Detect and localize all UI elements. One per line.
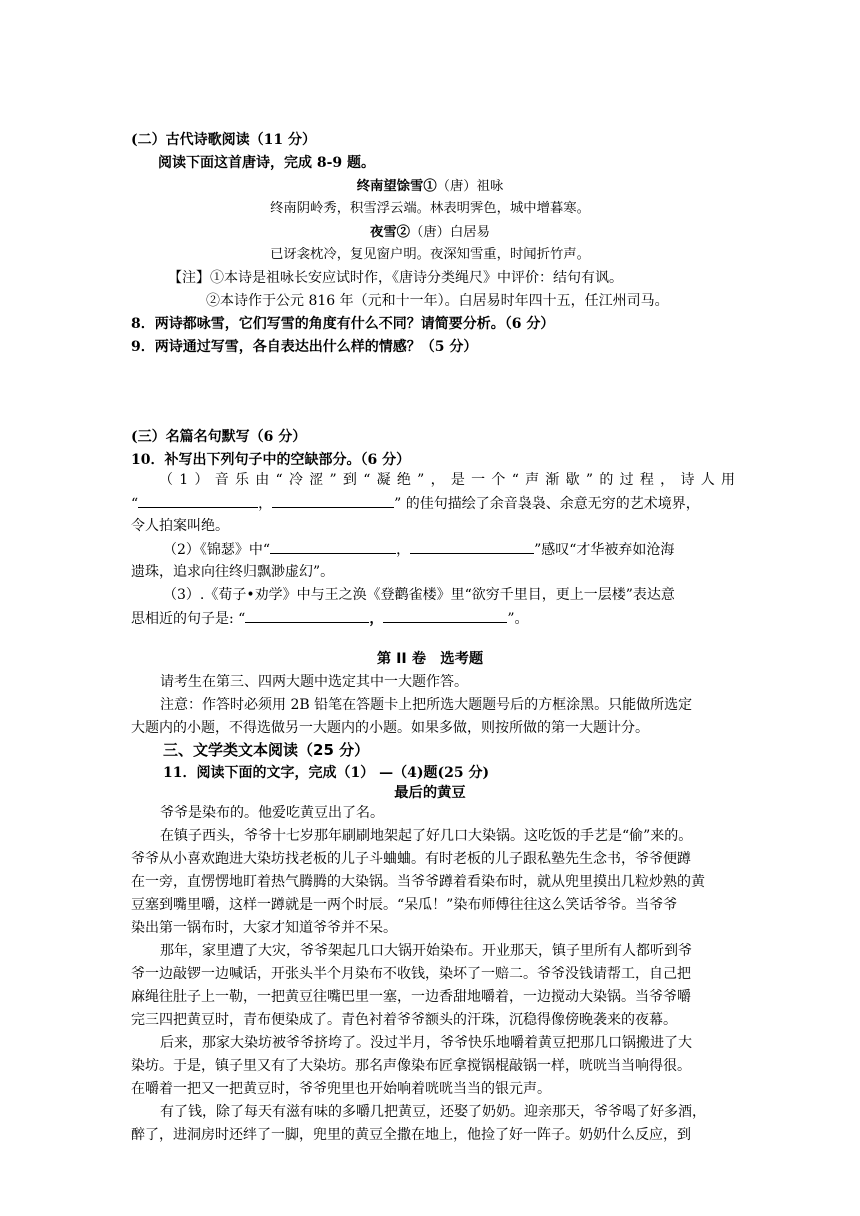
volume2-para2-line1: 注意：作答时必须用 2B 铅笔在答题卡上把所选大题题号后的方框涂黑。只能做所选定 xyxy=(160,697,693,713)
story-line: 染坊。于是，镇子里又有了大染坊。那名声像染布匠拿搅锅棍敲锅一样，咣咣当当响得很。 xyxy=(131,1058,691,1074)
poem1-title: 终南望馀雪① xyxy=(356,178,437,194)
comma: ， xyxy=(396,542,411,558)
story-line: 在镇子西头，爷爷十七岁那年刷刷地架起了好几口大染锅。这吃饭的手艺是“偷”来的。 xyxy=(160,828,693,844)
story-line: 后来，那家大染坊被爷爷挤垮了。没过半月，爷爷快乐地嚼着黄豆把那几口锅搬进了大 xyxy=(160,1035,692,1051)
poem2-author: （唐）白居易 xyxy=(410,225,490,240)
story-line: 完三四把黄豆时，青布便染成了。青色衬着爷爷额头的汗珠，沉稳得像傍晚袭来的夜幕。 xyxy=(131,1012,677,1028)
item1-line1: （1）音乐由“冷涩”到“凝绝”，是一个“声渐歇”的过程，诗人用 xyxy=(159,472,735,488)
story-line: 麻绳往肚子上一勒，一把黄豆往嘴巴里一塞，一边香甜地嚼着，一边搅动大染锅。当爷爷嚼 xyxy=(131,989,691,1005)
volume2-para1: 请考生在第三、四两大题中选定其中一大题作答。 xyxy=(160,674,468,690)
story-line: 爷爷是染布的。他爱吃黄豆出了名。 xyxy=(160,805,384,821)
item1-line3: 令人拍案叫绝。 xyxy=(131,518,229,534)
comma: ， xyxy=(369,611,384,627)
story-line: 豆塞到嘴里嚼，这样一蹲就是一两个时辰。“呆瓜！”染布师傅往往这么笑话爷爷。当爷爷 xyxy=(131,897,678,913)
section3-heading: 三、文学类文本阅读（25 分） xyxy=(163,741,370,759)
poem1-text: 终南阴岭秀，积雪浮云端。林表明霁色，城中增暮寒。 xyxy=(270,201,590,216)
poem1-heading xyxy=(0,175,860,198)
story-line: 染出第一锅布时，大家才知道爷爷并不呆。 xyxy=(131,920,397,936)
volume2-para2-line2: 大题内的小题，不得选做另一大题内的小题。如果多做，则按所做的第一大题计分。 xyxy=(131,720,649,736)
item2-head: （2）《锦瑟》中“ xyxy=(163,542,271,558)
item1-line2 xyxy=(131,492,700,515)
answer-blank-5[interactable] xyxy=(245,607,369,623)
answer-blank-6[interactable] xyxy=(383,607,507,623)
story-line: 有了钱，除了每天有滋有味的多嚼几把黄豆，还娶了奶奶。迎亲那天，爷爷喝了好多酒， xyxy=(160,1104,706,1120)
item3-line2 xyxy=(131,607,529,630)
answer-blank-1[interactable] xyxy=(138,492,258,508)
question-11: 11．阅读下面的文字，完成（1） —（4)题(25 分) xyxy=(163,765,490,781)
poem1-author: （唐）祖咏 xyxy=(436,179,504,194)
item3-line1: （3）.《荀子•劝学》中与王之涣《登鹳雀楼》里“欲穷千里目，更上一层楼”表达意 xyxy=(163,587,675,603)
poem2-text: 已讶衾枕冷，复见窗户明。夜深知雪重，时闻折竹声。 xyxy=(270,247,590,262)
story-line: 醉了，进洞房时还绊了一脚，兜里的黄豆全撒在地上，他捡了好一阵子。奶奶什么反应，到 xyxy=(131,1127,691,1143)
poem2-title: 夜雪② xyxy=(370,224,410,240)
part3-heading: (三）名篇名句默写（6 分） xyxy=(131,429,307,445)
answer-blank-3[interactable] xyxy=(270,538,396,554)
story-line: 在一旁，直愣愣地盯着热气腾腾的大染锅。当爷爷蹲着看染布时，就从兜里摸出几粒炒熟的黄 xyxy=(131,874,705,890)
item3-tail: ”。 xyxy=(507,611,529,627)
question-9: 9．两诗通过写雪，各自表达出什么样的情感？（5 分） xyxy=(131,339,478,355)
story-line: 爷爷从小喜欢跑进大染坊找老板的儿子斗蛐蛐。有时老板的儿子跟私塾先生念书，爷爷便蹲 xyxy=(131,851,691,867)
question-8: 8．两诗都咏雪，它们写雪的角度有什么不同？请简要分析。（6 分） xyxy=(131,316,555,332)
story-line: 那年，家里遭了大灾，爷爷架起几口大锅开始染布。开业那天，镇子里所有人都听到爷 xyxy=(160,943,692,959)
item1-tail: ” 的佳句描绘了余音袅袅、余意无穷的艺术境界， xyxy=(394,496,700,512)
story-line: 在嚼着一把又一把黄豆时，爷爷兜里也开始响着咣咣当当的银元声。 xyxy=(131,1081,551,1097)
story-title: 最后的黄豆 xyxy=(394,785,466,801)
item2-tail: ”感叹“才华被弃如沧海 xyxy=(534,542,675,558)
story-line: 爷一边敲锣一边喊话，开张头半个月染布不收钱，染坏了一赔二。爷爷没钱请帮工，自己把 xyxy=(131,966,691,982)
quote-open: “ xyxy=(131,496,139,512)
note-1: 【注】①本诗是祖咏长安应试时作，《唐诗分类绳尺》中评价：结句有讽。 xyxy=(168,270,623,286)
answer-blank-2[interactable] xyxy=(272,492,394,508)
poem2-heading xyxy=(0,221,860,244)
item2-line1 xyxy=(163,538,674,561)
item2-line2: 遗珠，追求向往终归飘渺虚幻”。 xyxy=(131,564,335,580)
comma: ， xyxy=(258,496,273,512)
answer-blank-4[interactable] xyxy=(410,538,534,554)
part2-instruction: 阅读下面这首唐诗，完成 8-9 题。 xyxy=(158,155,376,171)
part2-heading: (二）古代诗歌阅读（11 分） xyxy=(131,132,316,148)
item3-head: 思相近的句子是: “ xyxy=(131,611,246,627)
question-10: 10．补写出下列句子中的空缺部分。（6 分） xyxy=(131,452,411,468)
volume2-heading: 第 II 卷 选考题 xyxy=(376,651,484,667)
note-2: ②本诗作于公元 816 年（元和十一年）。白居易时年四十五，任江州司马。 xyxy=(206,293,669,309)
